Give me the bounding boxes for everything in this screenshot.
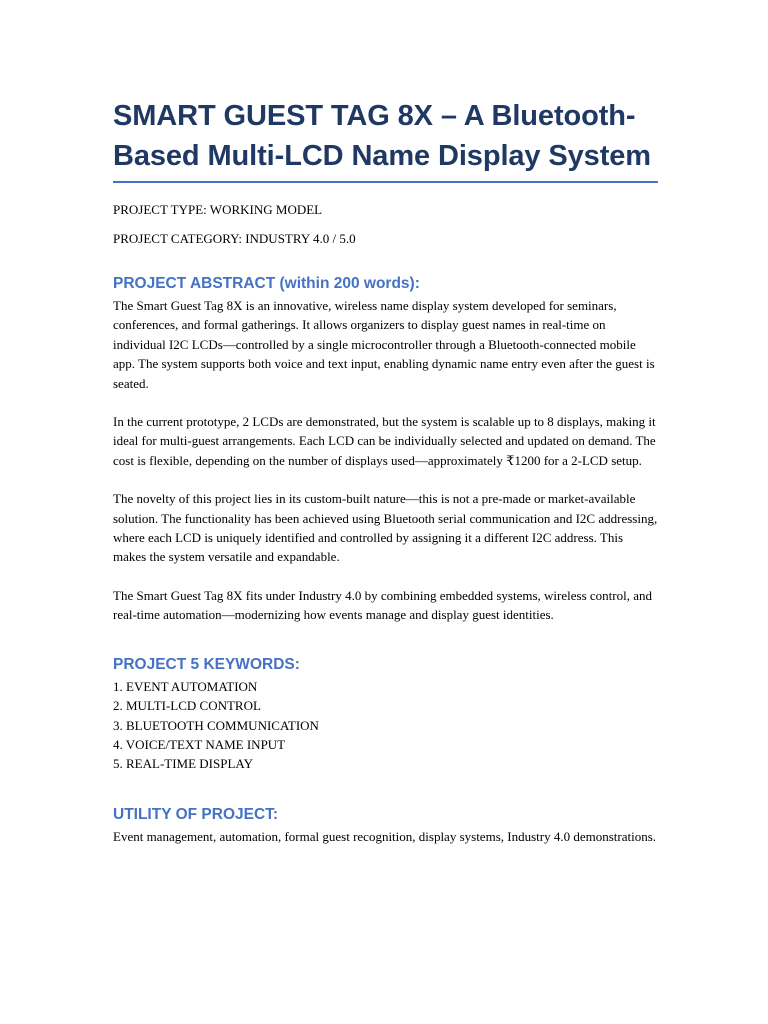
utility-heading: UTILITY OF PROJECT:: [113, 805, 279, 823]
abstract-paragraph: The Smart Guest Tag 8X fits under Industry 4.0 by combining embedded systems, wireless control, and real-time automation—modernizing how events manage and display guest identities.: [113, 587, 652, 623]
abstract-heading: PROJECT ABSTRACT (within 200 words):: [113, 275, 420, 292]
project-type: PROJECT TYPE: WORKING MODEL: [113, 202, 323, 217]
utility-text: Event management, automation, formal guest recognition, display systems, Industry 4.0 demonstrations.: [113, 828, 657, 844]
keyword-item: 4. VOICE/TEXT NAME INPUT: [113, 736, 286, 752]
document-body: [113, 96, 658, 846]
abstract-paragraph: The novelty of this project lies in its custom-built nature—this is not a pre-made or market-available solution. The functionality has been achieved using Bluetooth serial communication and I2C addressing, where each LCD is uniquely identified and controlled by assigning it a different I2C address. This makes the system versatile and expandable.: [113, 491, 658, 565]
keyword-item: 3. BLUETOOTH COMMUNICATION: [113, 717, 319, 733]
abstract-paragraph: The Smart Guest Tag 8X is an innovative, wireless name display system developed for seminars, conferences, and formal gatherings. It allows organizers to display guest names in real-time on individual I2C LCDs—controlled by a single microcontroller through a Bluetooth-connected mobile app. The system supports both voice and text input, enabling dynamic name entry even after the guest is seated.: [113, 298, 655, 391]
abstract-paragraph: In the current prototype, 2 LCDs are demonstrated, but the system is scalable up to 8 displays, making it ideal for multi-guest arrangements. Each LCD can be individually selected and updated on demand. The cost is flexible, depending on the number of displays used—approximately ₹1200 for a 2-LCD setup.: [113, 414, 656, 468]
keyword-item: 1. EVENT AUTOMATION: [113, 678, 258, 694]
project-category: PROJECT CATEGORY: INDUSTRY 4.0 / 5.0: [113, 231, 356, 246]
keywords-heading: PROJECT 5 KEYWORDS:: [113, 655, 300, 673]
keyword-item: 5. REAL-TIME DISPLAY: [113, 756, 253, 772]
keyword-item: 2. MULTI-LCD CONTROL: [113, 698, 261, 714]
keywords-list: [113, 677, 658, 774]
document-title: SMART GUEST TAG 8X – A Bluetooth-Based Multi-LCD Name Display System: [113, 96, 658, 183]
